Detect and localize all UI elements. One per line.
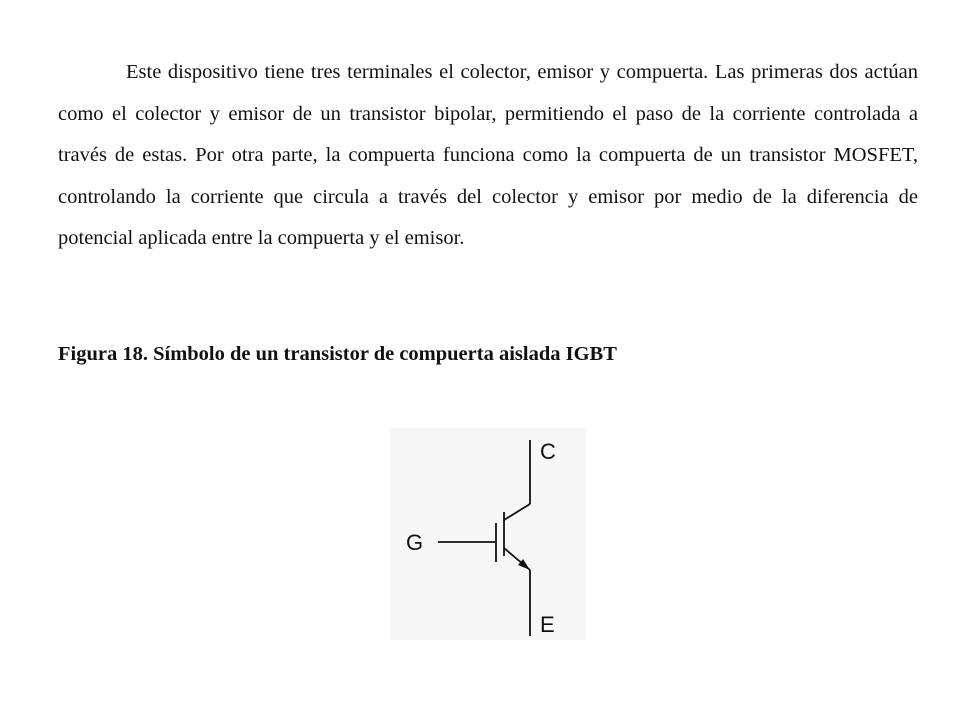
igbt-symbol-figure: [390, 428, 586, 640]
body-paragraph: Este dispositivo tiene tres terminales el colector, emisor y compuerta. Las primeras dos actúan como el colector y emisor de un transistor bipolar, permitiendo el paso de la corriente controlada a través de estas. Por otra parte, la compuerta funciona como la compuerta de un transistor MOSFET, controlando la corriente que circula a través del colector y emisor por medio de la diferencia de potencial aplicada entre la compuerta y el emisor.: [58, 61, 918, 249]
collector-label: C: [540, 439, 556, 464]
collector-diagonal: [504, 504, 530, 520]
igbt-symbol-diagram: [390, 428, 586, 640]
emitter-label: E: [540, 612, 555, 637]
figure-caption: Figura 18. Símbolo de un transistor de compuerta aislada IGBT: [58, 343, 617, 365]
gate-label: G: [406, 530, 424, 555]
